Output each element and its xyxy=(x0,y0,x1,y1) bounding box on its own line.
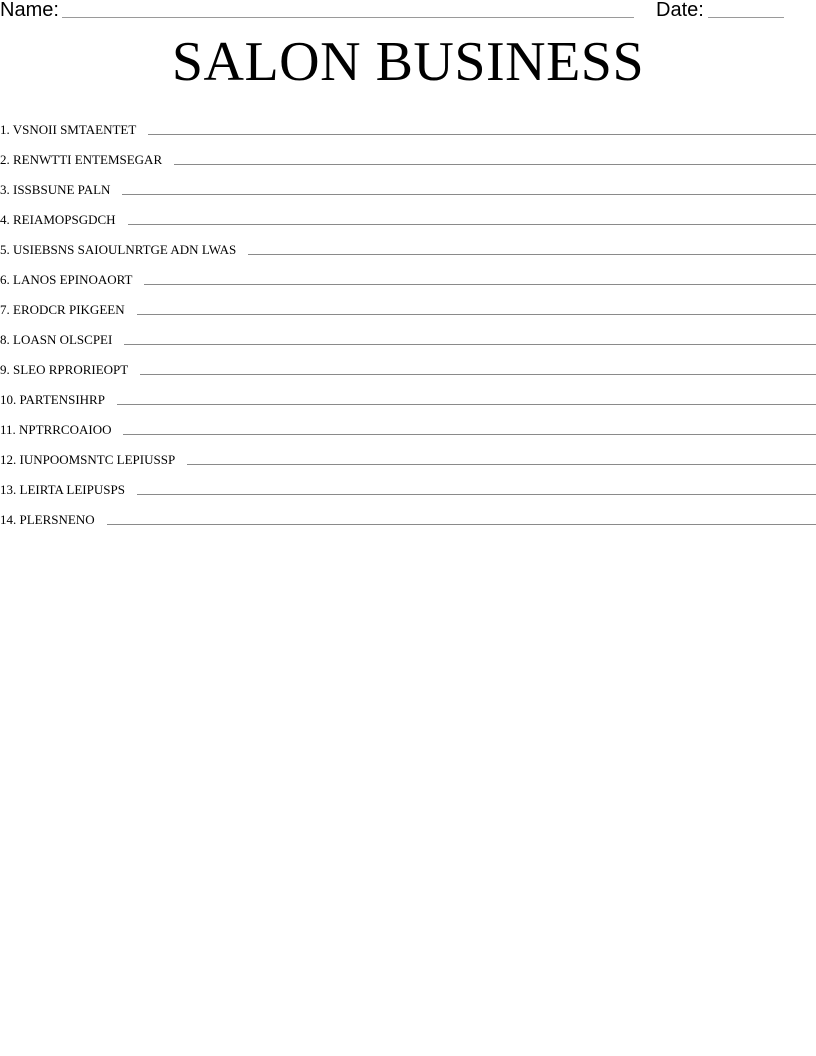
answer-line[interactable] xyxy=(107,523,816,525)
question-row xyxy=(0,232,816,262)
worksheet-header xyxy=(0,0,816,24)
answer-line[interactable] xyxy=(140,373,816,375)
answer-line[interactable] xyxy=(148,133,816,135)
question-row xyxy=(0,472,816,502)
question-row xyxy=(0,112,816,142)
date-field[interactable] xyxy=(708,17,784,18)
question-row xyxy=(0,322,816,352)
name-label: Name: xyxy=(0,0,59,21)
answer-line[interactable] xyxy=(137,493,816,495)
question-text: 9. SLEO RPRORIEOPT xyxy=(0,362,129,377)
question-row xyxy=(0,172,816,202)
question-row xyxy=(0,292,816,322)
page-title: SALON BUSINESS xyxy=(171,31,645,93)
question-row xyxy=(0,202,816,232)
question-row xyxy=(0,142,816,172)
answer-line[interactable] xyxy=(137,313,816,315)
question-row xyxy=(0,442,816,472)
question-text: 3. ISSBSUNE PALN xyxy=(0,182,111,197)
name-field[interactable] xyxy=(62,17,634,18)
question-text: 14. PLERSNENO xyxy=(0,512,95,527)
question-text: 7. ERODCR PIKGEEN xyxy=(0,302,125,317)
question-row xyxy=(0,352,816,382)
date-label: Date: xyxy=(656,0,704,21)
answer-line[interactable] xyxy=(128,223,816,225)
answer-line[interactable] xyxy=(174,163,816,165)
answer-line[interactable] xyxy=(117,403,816,405)
question-text: 13. LEIRTA LEIPUSPS xyxy=(0,482,125,497)
question-text: 1. VSNOII SMTAENTET xyxy=(0,122,137,137)
question-row xyxy=(0,382,816,412)
question-text: 10. PARTENSIHRP xyxy=(0,392,105,407)
question-row xyxy=(0,502,816,532)
answer-line[interactable] xyxy=(123,433,816,435)
question-row xyxy=(0,262,816,292)
question-text: 6. LANOS EPINOAORT xyxy=(0,272,133,287)
question-text: 5. USIEBSNS SAIOULNRTGE ADN LWAS xyxy=(0,242,237,257)
answer-line[interactable] xyxy=(144,283,816,285)
question-row xyxy=(0,412,816,442)
answer-line[interactable] xyxy=(122,193,816,195)
question-text: 4. REIAMOPSGDCH xyxy=(0,212,116,227)
question-text: 2. RENWTTI ENTEMSEGAR xyxy=(0,152,163,167)
answer-line[interactable] xyxy=(124,343,816,345)
answer-line[interactable] xyxy=(248,253,816,255)
answer-line[interactable] xyxy=(187,463,816,465)
question-text: 11. NPTRRCOAIOO xyxy=(0,422,112,437)
question-text: 8. LOASN OLSCPEI xyxy=(0,332,113,347)
question-text: 12. IUNPOOMSNTC LEPIUSSP xyxy=(0,452,176,467)
question-list xyxy=(0,112,816,532)
